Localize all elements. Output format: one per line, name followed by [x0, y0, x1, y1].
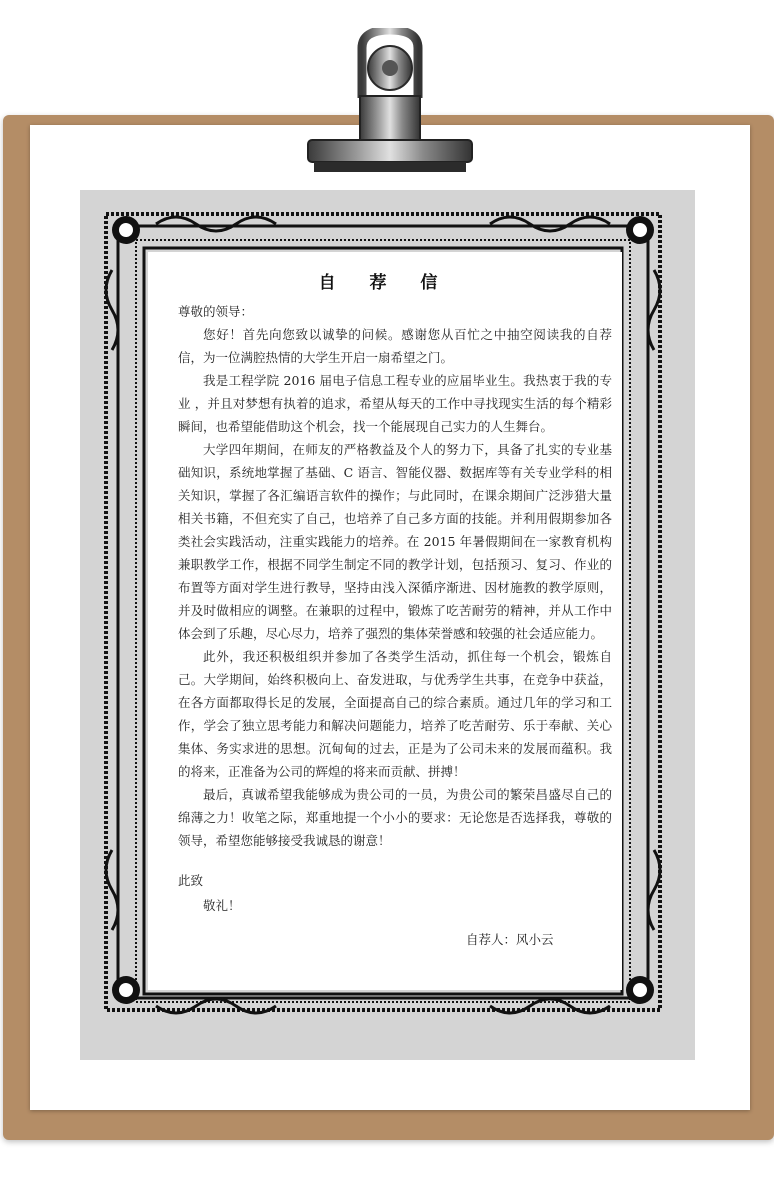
letter-body	[178, 300, 612, 852]
closing-line-2: 敬礼！	[203, 898, 241, 913]
signature: 自荐人：风小云	[466, 932, 554, 947]
salutation: 尊敬的领导：	[178, 304, 254, 319]
paragraph-conclusion: 最后，真诚希望我能够成为贵公司的一员，为贵公司的繁荣昌盛尽自己的绵薄之力！收笔之际，郑重地提一个小小的要求：无论您是否选择我，尊敬的领导，希望您能够接受我诚恳的谢意！	[178, 787, 612, 848]
paragraph-introduction: 我是工程学院 2016 届电子信息工程专业的应届毕业生。我热衷于我的专业 ，并且对梦想有执着的追求，希望从每天的工作中寻找现实生活的每个精彩瞬间，也希望能借助这个机会，找一个能展现自己实力的人生舞台。	[178, 373, 612, 434]
letter-title: 自 荐 信	[318, 273, 452, 293]
paragraph-activities: 此外，我还积极组织并参加了各类学生活动，抓住每一个机会，锻炼自己。大学期间，始终积极向上、奋发进取，与优秀学生共事，在竞争中获益，在各方面都取得长足的发展，全面提高自己的综合素质。通过几年的学习和工作，学会了独立思考能力和解决问题能力，培养了吃苦耐劳、乐于奉献、关心集体、务实求进的思想。沉甸甸的过去，正是为了公司未来的发展而蕴积。我的将来，正准备为公司的辉煌的将来而贡献、拼搏！	[178, 649, 612, 779]
paragraph-education: 大学四年期间，在师友的严格教益及个人的努力下，具备了扎实的专业基础知识，系统地掌握了基础、C 语言、智能仪器、数据库等有关专业学科的相关知识，掌握了各汇编语言软件的操作；与此同时，在课余期间广泛涉猎大量相关书籍，不但充实了自己，也培养了自己多方面的技能。并利用假期参加各类社会实践活动，注重实践能力的培养。在 2015 年暑假期间在一家教育机构兼职教学工作，根据不同学生制定不同的教学计划，包括预习、复习、作业的布置等方面对学生进行教导，坚持由浅入深循序渐进、因材施教的教学原则，并及时做相应的调整。在兼职的过程中，锻炼了吃苦耐劳的精神，并从工作中体会到了乐趣，尽心尽力，培养了强烈的集体荣誉感和较强的社会适应能力。	[178, 442, 612, 641]
binder-clip-icon	[300, 28, 480, 178]
paragraph-greeting: 您好！首先向您致以诚挚的问候。感谢您从百忙之中抽空阅读我的自荐信，为一位满腔热情的大学生开启一扇希望之门。	[178, 327, 612, 365]
closing-line-1: 此致	[178, 873, 204, 888]
letter-closing	[178, 868, 241, 918]
